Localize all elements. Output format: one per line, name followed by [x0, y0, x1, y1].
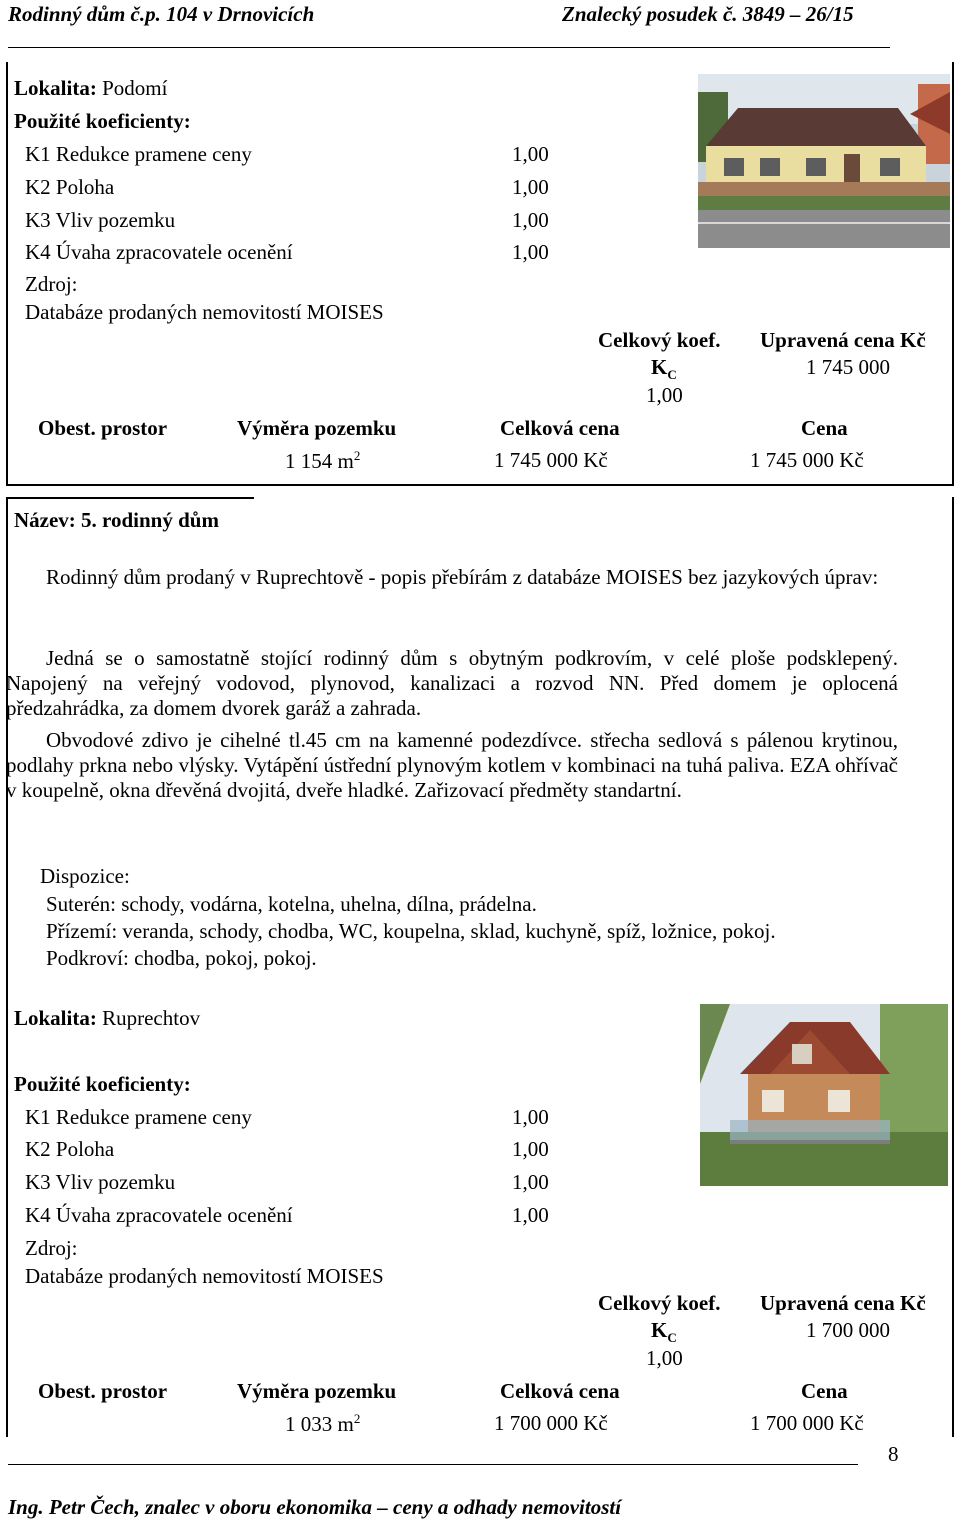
block1-cena-value: 1 745 000 Kč — [750, 448, 864, 472]
block2-prizemi: Přízemí: veranda, schody, chodba, WC, koupelna, sklad, kuchyně, spíž, ložnice, pokoj. — [46, 919, 776, 943]
block2-coef-value: 1,00 — [512, 1137, 549, 1161]
block2-celkovy-koef-label: Celkový koef. — [598, 1291, 721, 1315]
block2-koef-heading: Použité koeficienty: — [14, 1072, 191, 1096]
block2-coef-value: 1,00 — [512, 1105, 549, 1129]
block2-cena-label: Cena — [801, 1379, 848, 1403]
lokalita-label: Lokalita: — [14, 1006, 97, 1030]
block2-coef-name: K4 Úvaha zpracovatele ocenění — [25, 1203, 293, 1227]
block1-coef-value: 1,00 — [512, 240, 549, 264]
block1-coef-value: 1,00 — [512, 208, 549, 232]
block1-obest-label: Obest. prostor — [38, 416, 168, 440]
block1-coef-name: K3 Vliv pozemku — [25, 208, 176, 232]
block2-coef-name: K1 Redukce pramene ceny — [25, 1105, 252, 1129]
lokalita-label: Lokalita: — [14, 76, 97, 100]
footer-rule — [8, 1464, 858, 1465]
block1-kc-label: $K_C$ — [651, 355, 677, 383]
block2-dispozice-label: Dispozice: — [40, 864, 130, 888]
block2-podkrovi: Podkroví: chodba, pokoj, pokoj. — [46, 946, 317, 970]
block1-coef-value: 1,00 — [512, 142, 549, 166]
block1-lokalita — [14, 76, 167, 101]
block1-upravena-value: 1 745 000 — [806, 355, 890, 379]
block2-obest-label: Obest. prostor — [38, 1379, 168, 1403]
lokalita-value: Podomí — [102, 76, 168, 100]
block1-upravena-label: Upravená cena Kč — [760, 328, 926, 352]
block1-bottom-line — [6, 484, 954, 486]
header-left: Rodinný dům č.p. 104 v Drnovicích — [8, 2, 315, 26]
block2-zdroj-value: Databáze prodaných nemovitostí MOISES — [25, 1264, 384, 1288]
block2-lokalita — [14, 1006, 200, 1031]
block2-coef-value: 1,00 — [512, 1203, 549, 1227]
block1-celkova-label: Celková cena — [500, 416, 620, 440]
block2-nazev: Název: 5. rodinný dům — [14, 508, 219, 532]
block2-title-top-line — [6, 497, 254, 499]
block1-coef-name: K1 Redukce pramene ceny — [25, 142, 252, 166]
house-photo-podomi — [698, 74, 950, 248]
block1-coef-name: K2 Poloha — [25, 175, 115, 199]
block2-kc-value: 1,00 — [646, 1346, 683, 1370]
block1-coef-value: 1,00 — [512, 175, 549, 199]
block1-celkova-value: 1 745 000 Kč — [494, 448, 608, 472]
block1-cena-label: Cena — [801, 416, 848, 440]
block2-vymera-value: 1 033 $m^2$ — [285, 1411, 361, 1436]
block1-zdroj-value: Databáze prodaných nemovitostí MOISES — [25, 300, 384, 324]
lokalita-value: Ruprechtov — [102, 1006, 201, 1030]
block1-celkovy-koef-label: Celkový koef. — [598, 328, 721, 352]
block2-coef-name: K2 Poloha — [25, 1137, 115, 1161]
block1-coef-name: K4 Úvaha zpracovatele ocenění — [25, 240, 293, 264]
block1-vymera-label: Výměra pozemku — [237, 416, 397, 440]
block2-zdroj-label: Zdroj: — [25, 1236, 78, 1260]
block2-celkova-label: Celková cena — [500, 1379, 620, 1403]
block1-kc-value: 1,00 — [646, 383, 683, 407]
block2-paragraph-1: Jedná se o samostatně stojící rodinný dům s obytným podkrovím, v celé ploše podsklepený. Napojený na veřejný vodovod, plynovod, kanalizaci a rozvod NN. Před domem je oplocená předzahrádka, za domem dvorek garáž a zahrada. — [6, 646, 898, 721]
header-rule — [8, 47, 890, 48]
block1-koef-heading: Použité koeficienty: — [14, 109, 191, 133]
block2-coef-name: K3 Vliv pozemku — [25, 1170, 176, 1194]
header-right: Znalecký posudek č. 3849 – 26/15 — [562, 2, 854, 26]
block2-cena-value: 1 700 000 Kč — [750, 1411, 864, 1435]
block1-zdroj-label: Zdroj: — [25, 272, 78, 296]
block1-vymera-value: 1 154 $m^2$ — [285, 448, 361, 473]
block2-vymera-label: Výměra pozemku — [237, 1379, 397, 1403]
block2-intro-line1: Rodinný dům prodaný v Ruprechtově - popis přebírám z databáze MOISES bez jazykových úprav: — [46, 565, 879, 589]
block2-kc-label: $K_C$ — [651, 1318, 677, 1346]
block2-suteren: Suterén: schody, vodárna, kotelna, uhelna, dílna, prádelna. — [46, 892, 537, 916]
block2-paragraph-2: Obvodové zdivo je cihelné tl.45 cm na kamenné podezdívce. střecha sedlová s pálenou krytinou, podlahy prkna nebo vlýsky. Vytápění ústřední plynovým kotlem v kombinaci na tuhá paliva. EZA ohřívač v koupelně, okna dřevěná dvojitá, dveře hladké. Zařizovací předměty standartní. — [6, 728, 898, 803]
block2-upravena-value: 1 700 000 — [806, 1318, 890, 1342]
house-photo-ruprechtov — [700, 1004, 948, 1186]
block2-upravena-label: Upravená cena Kč — [760, 1291, 926, 1315]
page-number: 8 — [888, 1442, 899, 1466]
block2-coef-value: 1,00 — [512, 1170, 549, 1194]
block2-celkova-value: 1 700 000 Kč — [494, 1411, 608, 1435]
footer-author: Ing. Petr Čech, znalec v oboru ekonomika – ceny a odhady nemovitostí — [8, 1495, 622, 1519]
